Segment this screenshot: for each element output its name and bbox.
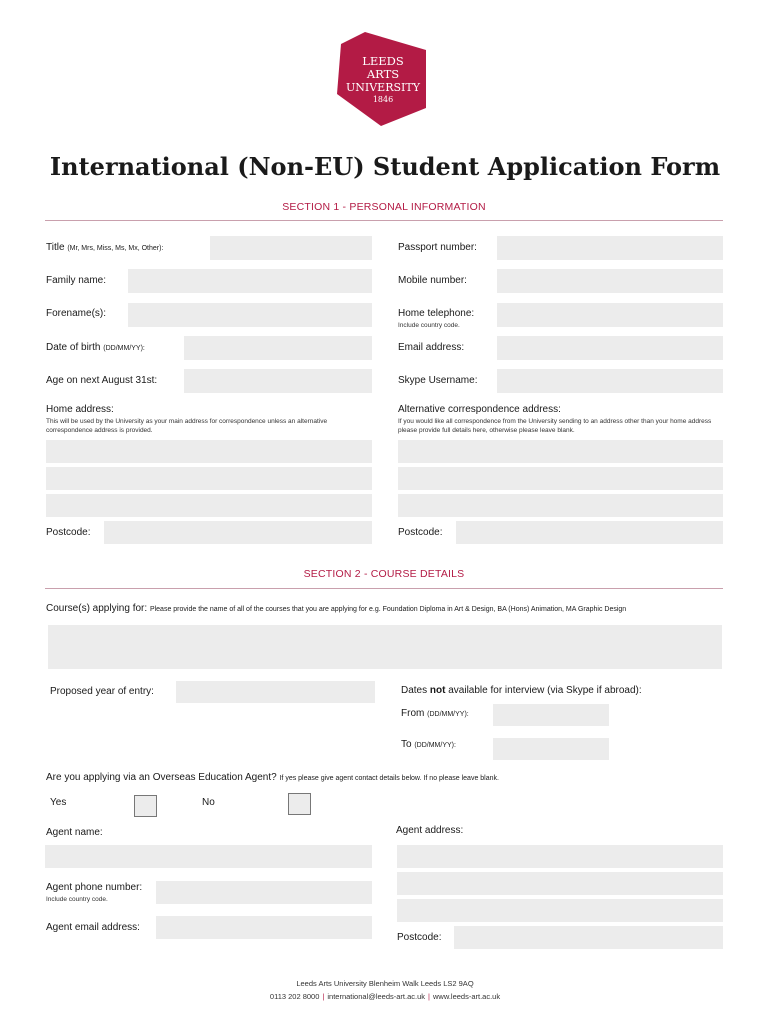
section-2-heading: SECTION 2 - COURSE DETAILS [303, 568, 465, 580]
forename-field[interactable] [128, 303, 372, 327]
passport-label: Passport number: [398, 242, 477, 253]
skype-field[interactable] [497, 369, 723, 393]
postcode-label: Postcode: [46, 527, 91, 538]
agent-postcode-label: Postcode: [397, 932, 442, 943]
home-address-label: Home address: [46, 404, 114, 415]
agent-phone-note: Include country code. [46, 896, 108, 903]
dob-field[interactable] [184, 336, 372, 360]
alt-address-line-3[interactable] [398, 494, 723, 517]
to-date-field[interactable] [493, 738, 609, 760]
agent-phone-label: Agent phone number: [46, 882, 143, 893]
agent-name-label: Agent name: [46, 827, 103, 838]
courses-field[interactable] [48, 625, 722, 669]
footer-address: Leeds Arts University Blenheim Walk Leeds LS2 9AQ [296, 979, 474, 988]
alt-address-line-1[interactable] [398, 440, 723, 463]
logo-year: 1846 [372, 95, 394, 104]
agent-address-label: Agent address: [396, 825, 464, 836]
home-address-line-1[interactable] [46, 440, 372, 463]
alt-address-label: Alternative correspondence address: [398, 404, 561, 415]
dob-label: Date of birth (DD/MM/YY): [46, 342, 145, 353]
logo-line-2: ARTS [366, 67, 400, 81]
passport-field[interactable] [497, 236, 723, 260]
from-date-label: From (DD/MM/YY): [401, 708, 469, 719]
section-1-divider [45, 220, 723, 221]
agent-question: Are you applying via an Overseas Education Agent? If yes please give agent contact details below. If no please leave blank. [46, 772, 499, 783]
section-2-divider [45, 588, 723, 589]
footer-web[interactable]: www.leeds-art.ac.uk [432, 992, 501, 1001]
agent-address-line-3[interactable] [397, 899, 723, 922]
university-logo [333, 28, 433, 128]
agent-address-line-1[interactable] [397, 845, 723, 868]
no-checkbox[interactable] [288, 793, 311, 815]
age-field[interactable] [184, 369, 372, 393]
footer-phone: 0113 202 8000 [269, 992, 320, 1001]
from-date-field[interactable] [493, 704, 609, 726]
to-date-label: To (DD/MM/YY): [401, 739, 456, 750]
title-field[interactable] [210, 236, 372, 260]
home-telephone-note: Include country code. [398, 322, 460, 329]
page-title: International (Non-EU) Student Application Form [49, 152, 721, 181]
mobile-label: Mobile number: [398, 275, 467, 286]
agent-email-label: Agent email address: [46, 922, 140, 933]
postcode-field[interactable] [104, 521, 372, 544]
agent-name-field[interactable] [45, 845, 372, 868]
forename-label: Forename(s): [46, 308, 107, 319]
yes-label: Yes [50, 797, 67, 808]
agent-phone-field[interactable] [156, 881, 372, 904]
alt-postcode-field[interactable] [456, 521, 723, 544]
yes-checkbox[interactable] [134, 795, 157, 817]
logo-line-3: UNIVERSITY [346, 81, 420, 94]
section-1-heading: SECTION 1 - PERSONAL INFORMATION [282, 201, 486, 213]
email-label: Email address: [398, 342, 465, 353]
courses-label: Course(s) applying for: Please provide the name of all of the courses that you are applying for e.g. Foundation Diploma in Art & Design, BA (Hons) Animation, MA Graphic Design [46, 603, 627, 614]
agent-address-line-2[interactable] [397, 872, 723, 895]
footer-contact: 0113 202 8000 | international@leeds-art.ac.uk | www.leeds-art.ac.uk [269, 992, 501, 1001]
email-field[interactable] [497, 336, 723, 360]
home-address-note: This will be used by the University as your main address for correspondence unless an alternative correspondence address is provided. [46, 418, 328, 434]
logo-line-1: LEEDS [362, 54, 404, 68]
skype-label: Skype Username: [398, 375, 478, 386]
agent-postcode-field[interactable] [454, 926, 723, 949]
home-address-line-2[interactable] [46, 467, 372, 490]
year-of-entry-label: Proposed year of entry: [50, 686, 154, 697]
footer-email[interactable]: international@leeds-art.ac.uk [327, 992, 426, 1001]
home-telephone-field[interactable] [497, 303, 723, 327]
title-label: Title (Mr, Mrs, Miss, Ms, Mx, Other): [46, 242, 164, 253]
interview-dates-label: Dates not available for interview (via Skype if abroad): [401, 685, 642, 696]
mobile-field[interactable] [497, 269, 723, 293]
alt-postcode-label: Postcode: [398, 527, 443, 538]
alt-address-note: If you would like all correspondence from the University sending to an address other than your home address please provide full details here, otherwise please leave blank. [398, 418, 712, 434]
year-of-entry-field[interactable] [176, 681, 375, 703]
home-telephone-label: Home telephone: [398, 308, 475, 319]
age-label: Age on next August 31st: [46, 375, 158, 386]
alt-address-line-2[interactable] [398, 467, 723, 490]
family-name-label: Family name: [46, 275, 107, 286]
family-name-field[interactable] [128, 269, 372, 293]
no-label: No [202, 797, 215, 808]
agent-email-field[interactable] [156, 916, 372, 939]
home-address-line-3[interactable] [46, 494, 372, 517]
